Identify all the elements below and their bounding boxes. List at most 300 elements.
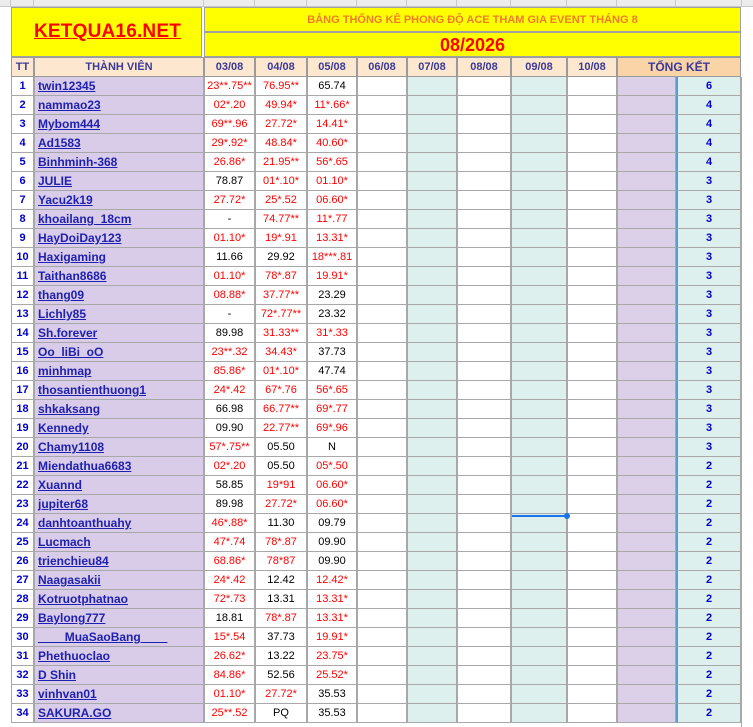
- score-cell[interactable]: 78*.87: [255, 533, 307, 552]
- score-cell[interactable]: 69*.77: [307, 400, 357, 419]
- member-name[interactable]: Mybom444: [34, 115, 204, 134]
- score-cell[interactable]: 58.85: [204, 476, 255, 495]
- score-cell[interactable]: 31.33**: [255, 324, 307, 343]
- empty-cell[interactable]: [407, 533, 457, 552]
- score-cell[interactable]: 24*.42: [204, 571, 255, 590]
- empty-cell[interactable]: [357, 115, 407, 134]
- empty-cell[interactable]: [407, 172, 457, 191]
- empty-cell[interactable]: [457, 248, 511, 267]
- empty-cell[interactable]: [617, 115, 676, 134]
- member-name[interactable]: thosantienthuong1: [34, 381, 204, 400]
- empty-cell[interactable]: [357, 172, 407, 191]
- empty-cell[interactable]: [617, 153, 676, 172]
- empty-cell[interactable]: [457, 514, 511, 533]
- empty-cell[interactable]: [567, 172, 617, 191]
- empty-cell[interactable]: [457, 210, 511, 229]
- empty-cell[interactable]: [407, 666, 457, 685]
- empty-cell[interactable]: [567, 666, 617, 685]
- empty-cell[interactable]: [457, 419, 511, 438]
- empty-cell[interactable]: [511, 324, 567, 343]
- empty-cell[interactable]: [407, 609, 457, 628]
- row-index[interactable]: 11: [11, 267, 34, 286]
- empty-cell[interactable]: [457, 571, 511, 590]
- score-cell[interactable]: 72*.73: [204, 590, 255, 609]
- empty-cell[interactable]: [617, 343, 676, 362]
- header-date-5[interactable]: 07/08: [407, 57, 457, 77]
- total-count[interactable]: 6: [676, 77, 741, 96]
- member-name[interactable]: twin12345: [34, 77, 204, 96]
- empty-cell[interactable]: [567, 419, 617, 438]
- empty-cell[interactable]: [407, 552, 457, 571]
- empty-cell[interactable]: [567, 552, 617, 571]
- month-cell[interactable]: [204, 32, 741, 57]
- score-cell[interactable]: 11*.66*: [307, 96, 357, 115]
- header-total[interactable]: TỔNG KẾT: [617, 57, 741, 77]
- empty-cell[interactable]: [457, 495, 511, 514]
- row-index[interactable]: 16: [11, 362, 34, 381]
- empty-cell[interactable]: [617, 305, 676, 324]
- empty-cell[interactable]: [357, 210, 407, 229]
- score-cell[interactable]: 13.31*: [307, 229, 357, 248]
- score-cell[interactable]: 76.95**: [255, 77, 307, 96]
- score-cell[interactable]: 35.53: [307, 685, 357, 704]
- total-count[interactable]: 3: [676, 210, 741, 229]
- member-name[interactable]: Ad1583: [34, 134, 204, 153]
- empty-cell[interactable]: [567, 495, 617, 514]
- empty-cell[interactable]: [567, 533, 617, 552]
- score-cell[interactable]: 47.74: [307, 362, 357, 381]
- empty-cell[interactable]: [567, 362, 617, 381]
- member-name[interactable]: Haxigaming: [34, 248, 204, 267]
- total-count[interactable]: 3: [676, 362, 741, 381]
- empty-cell[interactable]: [617, 590, 676, 609]
- empty-cell[interactable]: [511, 590, 567, 609]
- row-index[interactable]: 30: [11, 628, 34, 647]
- member-name[interactable]: vinhvan01: [34, 685, 204, 704]
- score-cell[interactable]: 27.72*: [255, 685, 307, 704]
- member-name[interactable]: Kotruotphatnao: [34, 590, 204, 609]
- empty-cell[interactable]: [457, 704, 511, 723]
- total-count[interactable]: 3: [676, 305, 741, 324]
- empty-cell[interactable]: [357, 666, 407, 685]
- row-index[interactable]: 23: [11, 495, 34, 514]
- empty-cell[interactable]: [457, 666, 511, 685]
- empty-cell[interactable]: [357, 495, 407, 514]
- empty-cell[interactable]: [617, 134, 676, 153]
- score-cell[interactable]: 78*87: [255, 552, 307, 571]
- empty-cell[interactable]: [511, 115, 567, 134]
- score-cell[interactable]: 15*.54: [204, 628, 255, 647]
- empty-cell[interactable]: [407, 381, 457, 400]
- score-cell[interactable]: 47*.74: [204, 533, 255, 552]
- empty-cell[interactable]: [357, 134, 407, 153]
- row-index[interactable]: 19: [11, 419, 34, 438]
- score-cell[interactable]: 08.88*: [204, 286, 255, 305]
- score-cell[interactable]: 89.98: [204, 495, 255, 514]
- empty-cell[interactable]: [457, 362, 511, 381]
- score-cell[interactable]: 85.86*: [204, 362, 255, 381]
- empty-cell[interactable]: [457, 438, 511, 457]
- empty-cell[interactable]: [407, 77, 457, 96]
- empty-cell[interactable]: [357, 609, 407, 628]
- score-cell[interactable]: 09.90: [307, 533, 357, 552]
- empty-cell[interactable]: [617, 286, 676, 305]
- score-cell[interactable]: 25*.52: [255, 191, 307, 210]
- empty-cell[interactable]: [567, 609, 617, 628]
- row-index[interactable]: 15: [11, 343, 34, 362]
- empty-cell[interactable]: [511, 172, 567, 191]
- total-count[interactable]: 3: [676, 191, 741, 210]
- total-count[interactable]: 3: [676, 381, 741, 400]
- empty-cell[interactable]: [357, 96, 407, 115]
- fill-handle[interactable]: [564, 513, 570, 519]
- empty-cell[interactable]: [511, 362, 567, 381]
- empty-cell[interactable]: [511, 96, 567, 115]
- empty-cell[interactable]: [357, 628, 407, 647]
- empty-cell[interactable]: [457, 96, 511, 115]
- empty-cell[interactable]: [457, 134, 511, 153]
- empty-cell[interactable]: [407, 628, 457, 647]
- empty-cell[interactable]: [457, 476, 511, 495]
- empty-cell[interactable]: [617, 571, 676, 590]
- score-cell[interactable]: 02*.20: [204, 96, 255, 115]
- empty-cell[interactable]: [617, 704, 676, 723]
- empty-cell[interactable]: [511, 628, 567, 647]
- empty-cell[interactable]: [617, 172, 676, 191]
- member-name[interactable]: thang09: [34, 286, 204, 305]
- row-index[interactable]: 32: [11, 666, 34, 685]
- score-cell[interactable]: 68.86*: [204, 552, 255, 571]
- row-index[interactable]: 25: [11, 533, 34, 552]
- empty-cell[interactable]: [617, 419, 676, 438]
- member-name[interactable]: ____MuaSaoBang____: [34, 628, 204, 647]
- member-name[interactable]: danhtoanthuahy: [34, 514, 204, 533]
- empty-cell[interactable]: [457, 229, 511, 248]
- member-name[interactable]: Oo_liBi_oO: [34, 343, 204, 362]
- empty-cell[interactable]: [457, 533, 511, 552]
- empty-cell[interactable]: [357, 704, 407, 723]
- empty-cell[interactable]: [567, 210, 617, 229]
- score-cell[interactable]: 05.50: [255, 457, 307, 476]
- score-cell[interactable]: 26.86*: [204, 153, 255, 172]
- empty-cell[interactable]: [407, 134, 457, 153]
- score-cell[interactable]: 24*.42: [204, 381, 255, 400]
- empty-cell[interactable]: [511, 666, 567, 685]
- empty-cell[interactable]: [357, 457, 407, 476]
- empty-cell[interactable]: [407, 400, 457, 419]
- empty-cell[interactable]: [357, 552, 407, 571]
- empty-cell[interactable]: [617, 495, 676, 514]
- empty-cell[interactable]: [457, 343, 511, 362]
- empty-cell[interactable]: [357, 476, 407, 495]
- score-cell[interactable]: 66.98: [204, 400, 255, 419]
- empty-cell[interactable]: [357, 381, 407, 400]
- empty-cell[interactable]: [511, 191, 567, 210]
- score-cell[interactable]: 11*.77: [307, 210, 357, 229]
- empty-cell[interactable]: [567, 115, 617, 134]
- empty-cell[interactable]: [617, 457, 676, 476]
- empty-cell[interactable]: [567, 628, 617, 647]
- empty-cell[interactable]: [617, 229, 676, 248]
- member-name[interactable]: JULIE: [34, 172, 204, 191]
- score-cell[interactable]: 09.90: [307, 552, 357, 571]
- score-cell[interactable]: 69**.96: [204, 115, 255, 134]
- empty-cell[interactable]: [617, 210, 676, 229]
- score-cell[interactable]: 27.72*: [255, 495, 307, 514]
- empty-cell[interactable]: [357, 248, 407, 267]
- empty-cell[interactable]: [567, 514, 617, 533]
- empty-cell[interactable]: [617, 400, 676, 419]
- score-cell[interactable]: 27.72*: [204, 191, 255, 210]
- row-index[interactable]: 33: [11, 685, 34, 704]
- empty-cell[interactable]: [357, 267, 407, 286]
- score-cell[interactable]: 18.81: [204, 609, 255, 628]
- score-cell[interactable]: 23**.75**: [204, 77, 255, 96]
- score-cell[interactable]: N: [307, 438, 357, 457]
- score-cell[interactable]: 25**.52: [204, 704, 255, 723]
- empty-cell[interactable]: [511, 704, 567, 723]
- member-name[interactable]: Baylong777: [34, 609, 204, 628]
- score-cell[interactable]: 13.22: [255, 647, 307, 666]
- empty-cell[interactable]: [407, 685, 457, 704]
- row-index[interactable]: 14: [11, 324, 34, 343]
- empty-cell[interactable]: [617, 438, 676, 457]
- score-cell[interactable]: 65.74: [307, 77, 357, 96]
- row-index[interactable]: 26: [11, 552, 34, 571]
- member-name[interactable]: Xuannd: [34, 476, 204, 495]
- empty-cell[interactable]: [457, 647, 511, 666]
- empty-cell[interactable]: [357, 343, 407, 362]
- empty-cell[interactable]: [407, 438, 457, 457]
- total-count[interactable]: 3: [676, 172, 741, 191]
- empty-cell[interactable]: [457, 685, 511, 704]
- empty-cell[interactable]: [407, 571, 457, 590]
- empty-cell[interactable]: [457, 552, 511, 571]
- empty-cell[interactable]: [617, 77, 676, 96]
- empty-cell[interactable]: [511, 286, 567, 305]
- member-name[interactable]: trienchieu84: [34, 552, 204, 571]
- score-cell[interactable]: 29*.92*: [204, 134, 255, 153]
- header-member[interactable]: THÀNH VIÊN: [34, 57, 204, 77]
- empty-cell[interactable]: [567, 305, 617, 324]
- score-cell[interactable]: 27.72*: [255, 115, 307, 134]
- score-cell[interactable]: 14.41*: [307, 115, 357, 134]
- score-cell[interactable]: PQ: [255, 704, 307, 723]
- empty-cell[interactable]: [357, 324, 407, 343]
- empty-cell[interactable]: [567, 647, 617, 666]
- score-cell[interactable]: 26.62*: [204, 647, 255, 666]
- total-count[interactable]: 3: [676, 324, 741, 343]
- empty-cell[interactable]: [511, 248, 567, 267]
- empty-cell[interactable]: [407, 115, 457, 134]
- member-name[interactable]: nammao23: [34, 96, 204, 115]
- score-cell[interactable]: 78*.87: [255, 267, 307, 286]
- score-cell[interactable]: 23.32: [307, 305, 357, 324]
- row-index[interactable]: 8: [11, 210, 34, 229]
- empty-cell[interactable]: [511, 533, 567, 552]
- total-count[interactable]: 4: [676, 96, 741, 115]
- score-cell[interactable]: 02*.20: [204, 457, 255, 476]
- total-count[interactable]: 3: [676, 343, 741, 362]
- total-count[interactable]: 2: [676, 533, 741, 552]
- empty-cell[interactable]: [617, 96, 676, 115]
- empty-cell[interactable]: [407, 362, 457, 381]
- member-name[interactable]: jupiter68: [34, 495, 204, 514]
- score-cell[interactable]: 35.53: [307, 704, 357, 723]
- empty-cell[interactable]: [511, 77, 567, 96]
- score-cell[interactable]: 31*.33: [307, 324, 357, 343]
- row-index[interactable]: 13: [11, 305, 34, 324]
- empty-cell[interactable]: [617, 552, 676, 571]
- row-index[interactable]: 17: [11, 381, 34, 400]
- member-name[interactable]: Taithan8686: [34, 267, 204, 286]
- score-cell[interactable]: 13.31: [255, 590, 307, 609]
- empty-cell[interactable]: [511, 571, 567, 590]
- score-cell[interactable]: 37.73: [255, 628, 307, 647]
- total-count[interactable]: 2: [676, 571, 741, 590]
- empty-cell[interactable]: [567, 457, 617, 476]
- score-cell[interactable]: 19*.91: [255, 229, 307, 248]
- empty-cell[interactable]: [457, 324, 511, 343]
- row-index[interactable]: 1: [11, 77, 34, 96]
- total-count[interactable]: 4: [676, 115, 741, 134]
- score-cell[interactable]: 05*.50: [307, 457, 357, 476]
- score-cell[interactable]: 37.73: [307, 343, 357, 362]
- member-name[interactable]: minhmap: [34, 362, 204, 381]
- score-cell[interactable]: -: [204, 305, 255, 324]
- empty-cell[interactable]: [357, 400, 407, 419]
- empty-cell[interactable]: [567, 77, 617, 96]
- empty-cell[interactable]: [407, 305, 457, 324]
- row-index[interactable]: 3: [11, 115, 34, 134]
- empty-cell[interactable]: [511, 210, 567, 229]
- empty-cell[interactable]: [457, 590, 511, 609]
- member-name[interactable]: SAKURA.GO: [34, 704, 204, 723]
- score-cell[interactable]: 57*.75**: [204, 438, 255, 457]
- total-count[interactable]: 3: [676, 400, 741, 419]
- member-name[interactable]: Binhminh-368: [34, 153, 204, 172]
- empty-cell[interactable]: [511, 134, 567, 153]
- total-count[interactable]: 3: [676, 229, 741, 248]
- score-cell[interactable]: 13.31*: [307, 590, 357, 609]
- score-cell[interactable]: 06.60*: [307, 191, 357, 210]
- score-cell[interactable]: 06.60*: [307, 476, 357, 495]
- empty-cell[interactable]: [407, 495, 457, 514]
- empty-cell[interactable]: [617, 685, 676, 704]
- score-cell[interactable]: 19.91*: [307, 267, 357, 286]
- total-count[interactable]: 2: [676, 476, 741, 495]
- empty-cell[interactable]: [407, 457, 457, 476]
- empty-cell[interactable]: [407, 324, 457, 343]
- empty-cell[interactable]: [617, 514, 676, 533]
- empty-cell[interactable]: [567, 96, 617, 115]
- empty-cell[interactable]: [457, 286, 511, 305]
- row-index[interactable]: 6: [11, 172, 34, 191]
- empty-cell[interactable]: [457, 400, 511, 419]
- row-index[interactable]: 10: [11, 248, 34, 267]
- empty-cell[interactable]: [357, 419, 407, 438]
- empty-cell[interactable]: [357, 286, 407, 305]
- row-index[interactable]: 34: [11, 704, 34, 723]
- score-cell[interactable]: 37.77**: [255, 286, 307, 305]
- total-count[interactable]: 2: [676, 457, 741, 476]
- score-cell[interactable]: 67*.76: [255, 381, 307, 400]
- empty-cell[interactable]: [407, 590, 457, 609]
- score-cell[interactable]: 12.42: [255, 571, 307, 590]
- total-count[interactable]: 2: [676, 628, 741, 647]
- row-index[interactable]: 5: [11, 153, 34, 172]
- score-cell[interactable]: 13.31*: [307, 609, 357, 628]
- total-count[interactable]: 3: [676, 248, 741, 267]
- empty-cell[interactable]: [617, 267, 676, 286]
- score-cell[interactable]: 40.60*: [307, 134, 357, 153]
- empty-cell[interactable]: [567, 343, 617, 362]
- score-cell[interactable]: 11.66: [204, 248, 255, 267]
- header-date-7[interactable]: 09/08: [511, 57, 567, 77]
- member-name[interactable]: Chamy1108: [34, 438, 204, 457]
- empty-cell[interactable]: [511, 609, 567, 628]
- member-name[interactable]: Lichly85: [34, 305, 204, 324]
- empty-cell[interactable]: [407, 153, 457, 172]
- empty-cell[interactable]: [567, 286, 617, 305]
- empty-cell[interactable]: [567, 438, 617, 457]
- empty-cell[interactable]: [407, 704, 457, 723]
- total-count[interactable]: 3: [676, 438, 741, 457]
- empty-cell[interactable]: [407, 248, 457, 267]
- score-cell[interactable]: 12.42*: [307, 571, 357, 590]
- score-cell[interactable]: 56*.65: [307, 153, 357, 172]
- empty-cell[interactable]: [457, 628, 511, 647]
- total-count[interactable]: 2: [676, 609, 741, 628]
- empty-cell[interactable]: [511, 685, 567, 704]
- row-index[interactable]: 20: [11, 438, 34, 457]
- empty-cell[interactable]: [357, 153, 407, 172]
- empty-cell[interactable]: [357, 590, 407, 609]
- empty-cell[interactable]: [457, 191, 511, 210]
- total-count[interactable]: 2: [676, 590, 741, 609]
- empty-cell[interactable]: [511, 381, 567, 400]
- score-cell[interactable]: 01*.10*: [255, 172, 307, 191]
- total-count[interactable]: 3: [676, 286, 741, 305]
- empty-cell[interactable]: [407, 419, 457, 438]
- empty-cell[interactable]: [511, 457, 567, 476]
- empty-cell[interactable]: [357, 229, 407, 248]
- empty-cell[interactable]: [511, 343, 567, 362]
- logo-cell[interactable]: [11, 7, 202, 57]
- score-cell[interactable]: -: [204, 210, 255, 229]
- row-index[interactable]: 2: [11, 96, 34, 115]
- score-cell[interactable]: 01.10*: [204, 685, 255, 704]
- total-count[interactable]: 2: [676, 685, 741, 704]
- score-cell[interactable]: 19*91: [255, 476, 307, 495]
- empty-cell[interactable]: [357, 191, 407, 210]
- empty-cell[interactable]: [357, 305, 407, 324]
- header-date-6[interactable]: 08/08: [457, 57, 511, 77]
- empty-cell[interactable]: [457, 172, 511, 191]
- empty-cell[interactable]: [617, 324, 676, 343]
- member-name[interactable]: khoailang_18cm: [34, 210, 204, 229]
- empty-cell[interactable]: [617, 628, 676, 647]
- empty-cell[interactable]: [407, 267, 457, 286]
- row-index[interactable]: 4: [11, 134, 34, 153]
- empty-cell[interactable]: [457, 153, 511, 172]
- score-cell[interactable]: 66.77**: [255, 400, 307, 419]
- empty-cell[interactable]: [567, 476, 617, 495]
- score-cell[interactable]: 01.10*: [204, 229, 255, 248]
- score-cell[interactable]: 56*.65: [307, 381, 357, 400]
- total-count[interactable]: 2: [676, 495, 741, 514]
- header-date-8[interactable]: 10/08: [567, 57, 617, 77]
